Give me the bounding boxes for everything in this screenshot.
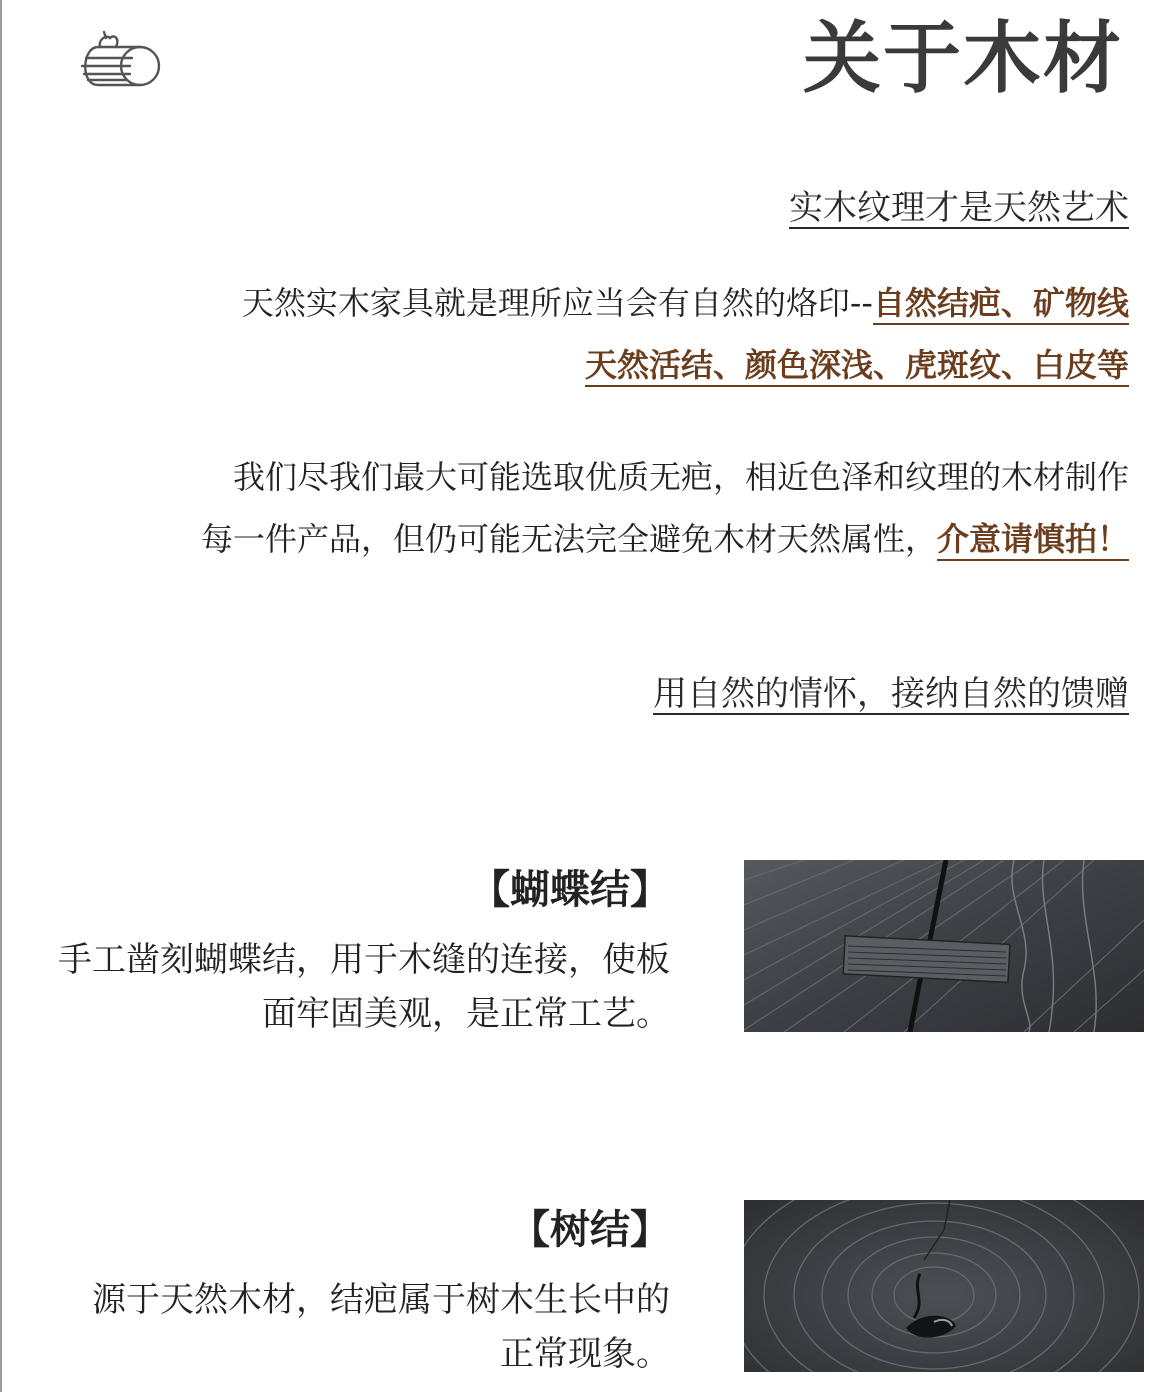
intro-line-2-highlight: 天然活结、颜色深浅、虎斑纹、白皮等 [584, 346, 1129, 384]
intro-heading-block [789, 180, 1129, 229]
closing-heading-block [653, 666, 1129, 715]
intro-line-2 [242, 334, 1129, 396]
notice-line-2-text: 每一件产品，但仍可能无法完全避免木材天然属性， [200, 520, 937, 558]
intro-paragraph [242, 272, 1129, 396]
closing-heading: 用自然的情怀，接纳自然的馈赠 [653, 674, 1129, 714]
section-butterfly-joint [28, 858, 670, 1041]
section-title: 【树结】 [510, 1207, 670, 1253]
notice-line-1: 我们尽我们最大可能选取优质无疤，相近色泽和纹理的木材制作 [232, 458, 1129, 496]
section-text-line-2: 正常现象。 [500, 1334, 670, 1374]
notice-line-2-highlight: 介意请慎拍！ [936, 520, 1129, 558]
intro-line-1 [242, 272, 1129, 334]
intro-heading: 实木纹理才是天然艺术 [789, 188, 1129, 228]
section-text-line-2: 面牢固美观，是正常工艺。 [262, 994, 670, 1034]
section-text-line-1: 源于天然木材，结疤属于树木生长中的 [92, 1280, 670, 1320]
section-title: 【蝴蝶结】 [470, 867, 670, 913]
intro-line-1-text: 天然实木家具就是理所应当会有自然的烙印-- [241, 284, 873, 322]
butterfly-joint-photo [744, 860, 1144, 1032]
notice-paragraph [201, 446, 1129, 570]
section-text-line-1: 手工凿刻蝴蝶结，用于木缝的连接，使板 [58, 940, 670, 980]
section-text [28, 933, 670, 1041]
tree-knot-photo [744, 1200, 1144, 1372]
notice-line-2 [201, 508, 1129, 570]
section-text [28, 1273, 670, 1381]
wood-log-icon [74, 28, 166, 94]
intro-line-1-highlight: 自然结疤、矿物线 [872, 284, 1129, 322]
section-tree-knot [28, 1198, 670, 1381]
page-title: 关于木材 [802, 14, 1123, 104]
